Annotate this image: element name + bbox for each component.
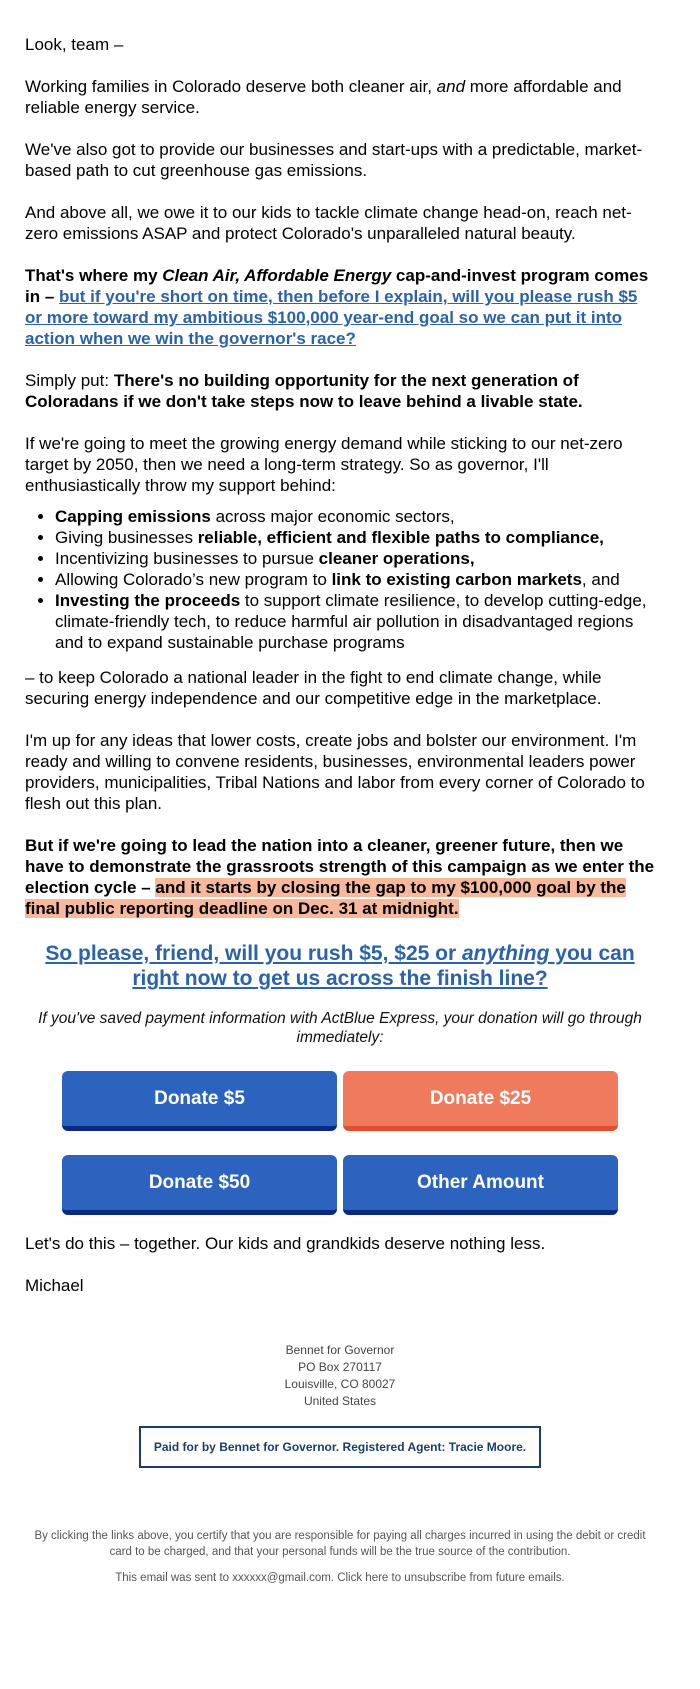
text-span: Giving businesses <box>55 528 198 547</box>
bold-text: There's no building opportunity for the next generation of Coloradans if we don't take steps now to leave behind a livable state. <box>25 371 583 411</box>
list-item <box>55 506 655 527</box>
paragraph-program <box>25 265 655 349</box>
text-span: you can right now to get us across the finish line? <box>132 942 635 990</box>
paid-for-box: Paid for by Bennet for Governor. Registered Agent: Tracie Moore. <box>139 1426 541 1468</box>
text-span: Incentivizing businesses to pursue <box>55 549 319 568</box>
bold-text: cleaner operations, <box>318 549 475 568</box>
other-amount-button[interactable]: Other Amount <box>343 1155 618 1215</box>
bold-text: But if we're going to lead the nation into a cleaner, greener future, then we have to demonstrate the grassroots strength of this campaign as we enter the election cycle – <box>25 836 655 897</box>
list-item <box>55 590 655 653</box>
text-span: So please, friend, will you rush $5, $25 or <box>45 942 462 965</box>
address-line: United States <box>303 1394 377 1408</box>
bold-text: Capping emissions <box>55 507 211 526</box>
paragraph-grassroots <box>25 835 655 919</box>
ask-link[interactable] <box>25 941 655 991</box>
paragraph-businesses: We've also got to provide our businesses and start-ups with a predictable, market-based path to cut greenhouse gas emissions. <box>25 140 643 180</box>
bold-text: link to existing carbon markets <box>331 570 582 589</box>
greeting: Look, team – <box>25 35 124 54</box>
unsubscribe-link[interactable]: This email was sent to xxxxxx@gmail.com. Click here to unsubscribe from future emails. <box>115 1572 565 1584</box>
paragraph-families <box>25 76 655 118</box>
text-span: Working families in Colorado deserve both cleaner air, <box>25 77 437 96</box>
text-span: Simply put: <box>25 371 114 390</box>
text-span: , and <box>581 570 620 589</box>
bold-text: That's where my <box>25 266 163 285</box>
donate-5-button[interactable]: Donate $5 <box>62 1071 337 1131</box>
text-span: to support climate resilience, to develop cutting-edge, climate-friendly tech, to reduce harmful air pollution in disadvantaged regions and to expand sustainable purchase programs <box>55 591 647 652</box>
bold-text: cap-and-invest program comes in – <box>25 266 649 306</box>
list-item <box>55 527 655 548</box>
text-span: Allowing Colorado’s new program to <box>55 570 332 589</box>
address-line: Bennet for Governor <box>285 1343 395 1357</box>
ask-text[interactable] <box>45 941 635 991</box>
donate-50-button[interactable]: Donate $50 <box>62 1155 337 1215</box>
bold-text: reliable, efficient and flexible paths to compliance, <box>197 528 604 547</box>
donate-link-inline[interactable]: but if you're short on time, then before I explain, will you please rush $5 or more toward my ambitious $100,000 year-end goal so we can put it into action when we win the governor's race? <box>25 287 638 348</box>
mailing-address <box>25 1342 655 1410</box>
support-list <box>25 506 655 653</box>
signature: Michael <box>25 1276 84 1295</box>
address-line: PO Box 270117 <box>298 1360 382 1374</box>
express-note: If you've saved payment information with ActBlue Express, your donation will go through immediately: <box>38 1010 642 1046</box>
closing: Let's do this – together. Our kids and grandkids deserve nothing less. <box>25 1234 546 1253</box>
paragraph-kids: And above all, we owe it to our kids to tackle climate change head-on, reach net-zero emissions ASAP and protect Colorado's unparalleled natural beauty. <box>25 203 632 243</box>
emphasis: and <box>436 77 466 96</box>
paragraph-leader: – to keep Colorado a national leader in the fight to end climate change, while securing energy independence and our competitive edge in the marketplace. <box>25 668 602 708</box>
button-row-1 <box>25 1071 655 1131</box>
paragraph-strategy: If we're going to meet the growing energy demand while sticking to our net-zero target by 2050, then we need a long-term strategy. So as governor, I'll enthusiastically throw my support behind: <box>25 434 623 495</box>
text-span: across major economic sectors, <box>210 507 455 526</box>
paragraph-ideas: I'm up for any ideas that lower costs, create jobs and bolster our environment. I'm ready and willing to convene residents, businesses, environmental leaders power providers, municipalities, Tribal Nations and labor from every corner of Colorado to flesh out this plan. <box>25 731 645 813</box>
program-name: Clean Air, Affordable Energy <box>162 266 392 285</box>
text-span: more affordable and reliable energy service. <box>25 77 622 117</box>
list-item <box>55 569 655 590</box>
list-item <box>55 548 655 569</box>
button-row-2 <box>25 1155 655 1215</box>
donate-25-button[interactable]: Donate $25 <box>343 1071 618 1131</box>
legal-disclaimer: By clicking the links above, you certify that you are responsible for paying all charges incurred in using the debit or credit card to be charged, and that your personal funds will be the true source of the contribution. <box>34 1530 646 1558</box>
emphasis: anything <box>461 942 550 965</box>
highlighted-goal: and it starts by closing the gap to my $100,000 goal by the final public reporting deadline on Dec. 31 at midnight. <box>25 878 626 918</box>
address-line: Louisville, CO 80027 <box>284 1377 396 1391</box>
bold-text: Investing the proceeds <box>55 591 241 610</box>
paragraph-simply-put <box>25 370 655 412</box>
